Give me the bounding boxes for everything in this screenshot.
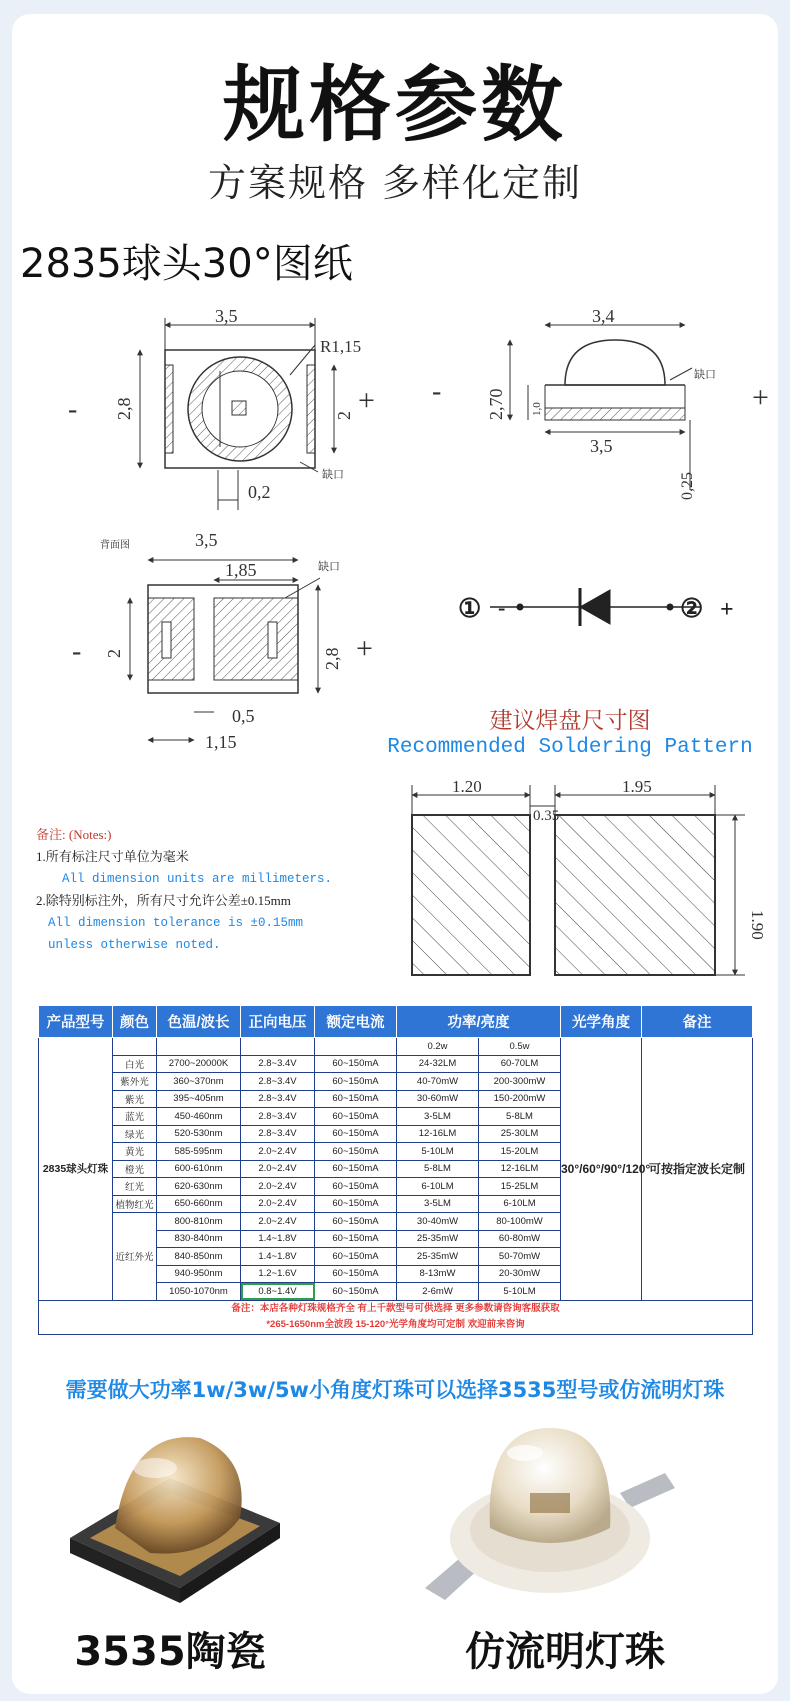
th-angle: 光学角度 — [561, 1006, 642, 1038]
wavelength-cell: 585-595nm — [157, 1143, 241, 1161]
power-cell-2: 60-70LM — [479, 1055, 561, 1073]
color-cell: 植物红光 — [113, 1195, 157, 1213]
side-minus-sign: - — [432, 376, 442, 407]
footnote-1: 备注：本店各种灯珠规格齐全 有上千款型号可供选择 更多参数请咨询客服获取 — [231, 1303, 560, 1314]
back-minus-sign: - — [72, 636, 82, 667]
top-offset-dim: 0,2 — [248, 482, 271, 502]
side-base-dim: 1,0 — [531, 402, 543, 416]
wavelength-cell: 600-610nm — [157, 1160, 241, 1178]
power-cell-2: 15-25LM — [479, 1178, 561, 1196]
th-voltage: 正向电压 — [241, 1006, 315, 1038]
lumileds-style-led-image — [420, 1418, 690, 1608]
power-cell-1: 2-6mW — [397, 1283, 479, 1301]
current-cell: 60~150mA — [315, 1265, 397, 1283]
side-bottom-dim: 3,5 — [590, 436, 613, 456]
voltage-cell: 2.8~3.4V — [241, 1090, 315, 1108]
voltage-cell: 2.8~3.4V — [241, 1108, 315, 1126]
drawing-title: 2835球头30°图纸 — [20, 241, 353, 287]
color-cell: 蓝光 — [113, 1108, 157, 1126]
power-cell-2: 80-100mW — [479, 1213, 561, 1231]
product-caption-ceramic: 3535陶瓷 — [74, 1629, 266, 1675]
wavelength-cell: 2700~20000K — [157, 1055, 241, 1073]
side-top-dim: 3,4 — [592, 306, 615, 326]
power-cell-2: 60-80mW — [479, 1230, 561, 1248]
voltage-cell: 2.0~2.4V — [241, 1195, 315, 1213]
note-1-zh: 1.所有标注尺寸单位为毫米 — [36, 849, 189, 864]
voltage-cell: 2.0~2.4V — [241, 1178, 315, 1196]
power-cell-2: 50-70mW — [479, 1248, 561, 1266]
ceramic-3535-led-image — [60, 1418, 290, 1608]
note-2-zh: 2.除特别标注外，所有尺寸允许公差±0.15mm — [36, 893, 291, 908]
color-cell: 紫外光 — [113, 1073, 157, 1091]
current-cell: 60~150mA — [315, 1108, 397, 1126]
side-notch-label: 缺口 — [694, 369, 716, 381]
power-cell-1: 25-35mW — [397, 1248, 479, 1266]
wavelength-cell: 395~405nm — [157, 1090, 241, 1108]
footnote-2: *265-1650nm全波段 15-120°光学角度均可定制 欢迎前来咨询 — [266, 1319, 525, 1330]
table-header-row — [39, 1006, 753, 1038]
page-title: 规格参数 — [222, 58, 567, 153]
solder-gap-dim: 0.35 — [533, 808, 560, 824]
power-cell-1: 30-60mW — [397, 1090, 479, 1108]
table-footnote-row — [39, 1300, 753, 1334]
soldering-title-zh: 建议焊盘尺寸图 — [489, 708, 651, 733]
voltage-cell: 0.8~1.4V — [241, 1283, 315, 1301]
side-pad-dim: 0,25 — [679, 472, 696, 500]
power-cell-1: 40-70mW — [397, 1073, 479, 1091]
color-cell: 白光 — [113, 1055, 157, 1073]
color-cell: 红光 — [113, 1178, 157, 1196]
power-cell-2: 12-16LM — [479, 1160, 561, 1178]
top-plus-sign: + — [358, 384, 375, 417]
voltage-cell: 2.8~3.4V — [241, 1073, 315, 1091]
side-plus-sign: + — [752, 381, 769, 414]
wavelength-cell: 940-950nm — [157, 1265, 241, 1283]
solder-w2-dim: 1.95 — [622, 777, 652, 796]
back-view-label: 背面图 — [100, 540, 130, 551]
power-cell-1: 6-10LM — [397, 1178, 479, 1196]
power-header-2: 0.5w — [479, 1038, 561, 1056]
wavelength-cell: 620-630nm — [157, 1178, 241, 1196]
voltage-cell: 2.8~3.4V — [241, 1055, 315, 1073]
top-view — [140, 318, 334, 510]
wavelength-cell: 650-660nm — [157, 1195, 241, 1213]
power-cell-2: 20-30mW — [479, 1265, 561, 1283]
product-caption-lumileds: 仿流明灯珠 — [465, 1629, 665, 1675]
power-cell-2: 15-20LM — [479, 1143, 561, 1161]
th-current: 额定电流 — [315, 1006, 397, 1038]
voltage-cell: 1.4~1.8V — [241, 1230, 315, 1248]
color-cell: 紫光 — [113, 1090, 157, 1108]
current-cell: 60~150mA — [315, 1125, 397, 1143]
power-cell-2: 5-10LM — [479, 1283, 561, 1301]
back-width-dim: 3,5 — [195, 530, 218, 550]
wavelength-cell: 360~370nm — [157, 1073, 241, 1091]
wavelength-cell: 520-530nm — [157, 1125, 241, 1143]
diode-symbol — [490, 588, 700, 626]
voltage-cell: 2.0~2.4V — [241, 1213, 315, 1231]
power-cell-1: 12-16LM — [397, 1125, 479, 1143]
current-cell: 60~150mA — [315, 1195, 397, 1213]
technical-drawing — [0, 290, 790, 760]
back-plus-sign: + — [356, 632, 373, 665]
back-height-dim: 2,8 — [322, 647, 342, 670]
pin2-plus: + — [720, 597, 734, 623]
back-view — [130, 560, 320, 740]
pin2-symbol: ② — [680, 594, 704, 623]
power-cell-2: 150-200mW — [479, 1090, 561, 1108]
pin1-symbol: ① — [458, 594, 482, 623]
top-width-dim: 3,5 — [215, 306, 238, 326]
power-cell-1: 3-5LM — [397, 1108, 479, 1126]
top-pad-dim: 2 — [334, 411, 354, 420]
current-cell: 60~150mA — [315, 1143, 397, 1161]
top-minus-sign: - — [68, 394, 78, 425]
current-cell: 60~150mA — [315, 1248, 397, 1266]
voltage-cell: 1.2~1.6V — [241, 1265, 315, 1283]
notes-heading: 备注: (Notes:) — [36, 827, 112, 842]
current-cell: 60~150mA — [315, 1178, 397, 1196]
current-cell: 60~150mA — [315, 1160, 397, 1178]
recommendation-banner: 需要做大功率1w/3w/5w小角度灯珠可以选择3535型号或仿流明灯珠 — [65, 1378, 725, 1402]
side-height-dim: 2,70 — [486, 388, 506, 420]
color-cell: 绿光 — [113, 1125, 157, 1143]
current-cell: 60~150mA — [315, 1073, 397, 1091]
wavelength-cell: 1050-1070nm — [157, 1283, 241, 1301]
top-notch-label: 缺口 — [322, 469, 344, 481]
power-cell-1: 25-35mW — [397, 1230, 479, 1248]
soldering-pattern — [400, 770, 780, 990]
top-height-dim: 2,8 — [114, 397, 134, 420]
power-cell-1: 5-8LM — [397, 1160, 479, 1178]
voltage-cell: 2.8~3.4V — [241, 1125, 315, 1143]
color-cell-near-ir: 近红外光 — [113, 1213, 157, 1301]
voltage-cell: 1.4~1.8V — [241, 1248, 315, 1266]
angle-cell: 30°/60°/90°/120° — [561, 1038, 642, 1301]
note-2-en-cont: unless otherwise noted. — [48, 938, 221, 952]
power-cell-1: 8-13mW — [397, 1265, 479, 1283]
color-cell: 黄光 — [113, 1143, 157, 1161]
note-1-en: All dimension units are millimeters. — [62, 872, 333, 886]
power-header-1: 0.2w — [397, 1038, 479, 1056]
back-pad-width-dim: 1,85 — [225, 560, 257, 580]
back-notch-label: 缺口 — [318, 561, 340, 573]
table-row — [39, 1038, 753, 1056]
power-cell-1: 3-5LM — [397, 1195, 479, 1213]
power-cell-1: 30-40mW — [397, 1213, 479, 1231]
power-cell-1: 5-10LM — [397, 1143, 479, 1161]
top-radius-dim: R1,15 — [320, 337, 362, 356]
soldering-title-en: Recommended Soldering Pattern — [387, 736, 753, 759]
current-cell: 60~150mA — [315, 1055, 397, 1073]
color-cell: 橙光 — [113, 1160, 157, 1178]
th-model: 产品型号 — [39, 1006, 113, 1038]
page-subtitle: 方案规格 多样化定制 — [207, 161, 583, 205]
voltage-cell: 2.0~2.4V — [241, 1160, 315, 1178]
th-color: 颜色 — [113, 1006, 157, 1038]
th-power: 功率/亮度 — [397, 1006, 561, 1038]
voltage-cell: 2.0~2.4V — [241, 1143, 315, 1161]
wavelength-cell: 800-810nm — [157, 1213, 241, 1231]
note-2-en: All dimension tolerance is ±0.15mm — [48, 916, 304, 930]
model-cell: 2835球头灯珠 — [39, 1038, 113, 1301]
wavelength-cell: 840-850nm — [157, 1248, 241, 1266]
back-gap-dim: 0,5 — [232, 706, 255, 726]
solder-h-dim: 1.90 — [748, 910, 767, 940]
spec-table — [38, 1005, 753, 1335]
power-cell-2: 200-300mW — [479, 1073, 561, 1091]
pin1-minus: - — [498, 595, 506, 620]
power-cell-2: 5-8LM — [479, 1108, 561, 1126]
current-cell: 60~150mA — [315, 1090, 397, 1108]
current-cell: 60~150mA — [315, 1213, 397, 1231]
back-pad-height-dim: 2 — [104, 649, 124, 658]
back-left-width-dim: 1,15 — [205, 732, 237, 752]
power-cell-2: 6-10LM — [479, 1195, 561, 1213]
solder-w1-dim: 1.20 — [452, 777, 482, 796]
power-cell-2: 25-30LM — [479, 1125, 561, 1143]
wavelength-cell: 450-460nm — [157, 1108, 241, 1126]
remark-cell: 可按指定波长定制 — [642, 1038, 753, 1301]
notes-block — [36, 824, 366, 956]
current-cell: 60~150mA — [315, 1283, 397, 1301]
th-remark: 备注 — [642, 1006, 753, 1038]
power-cell-1: 24-32LM — [397, 1055, 479, 1073]
th-wavelength: 色温/波长 — [157, 1006, 241, 1038]
current-cell: 60~150mA — [315, 1230, 397, 1248]
wavelength-cell: 830-840nm — [157, 1230, 241, 1248]
